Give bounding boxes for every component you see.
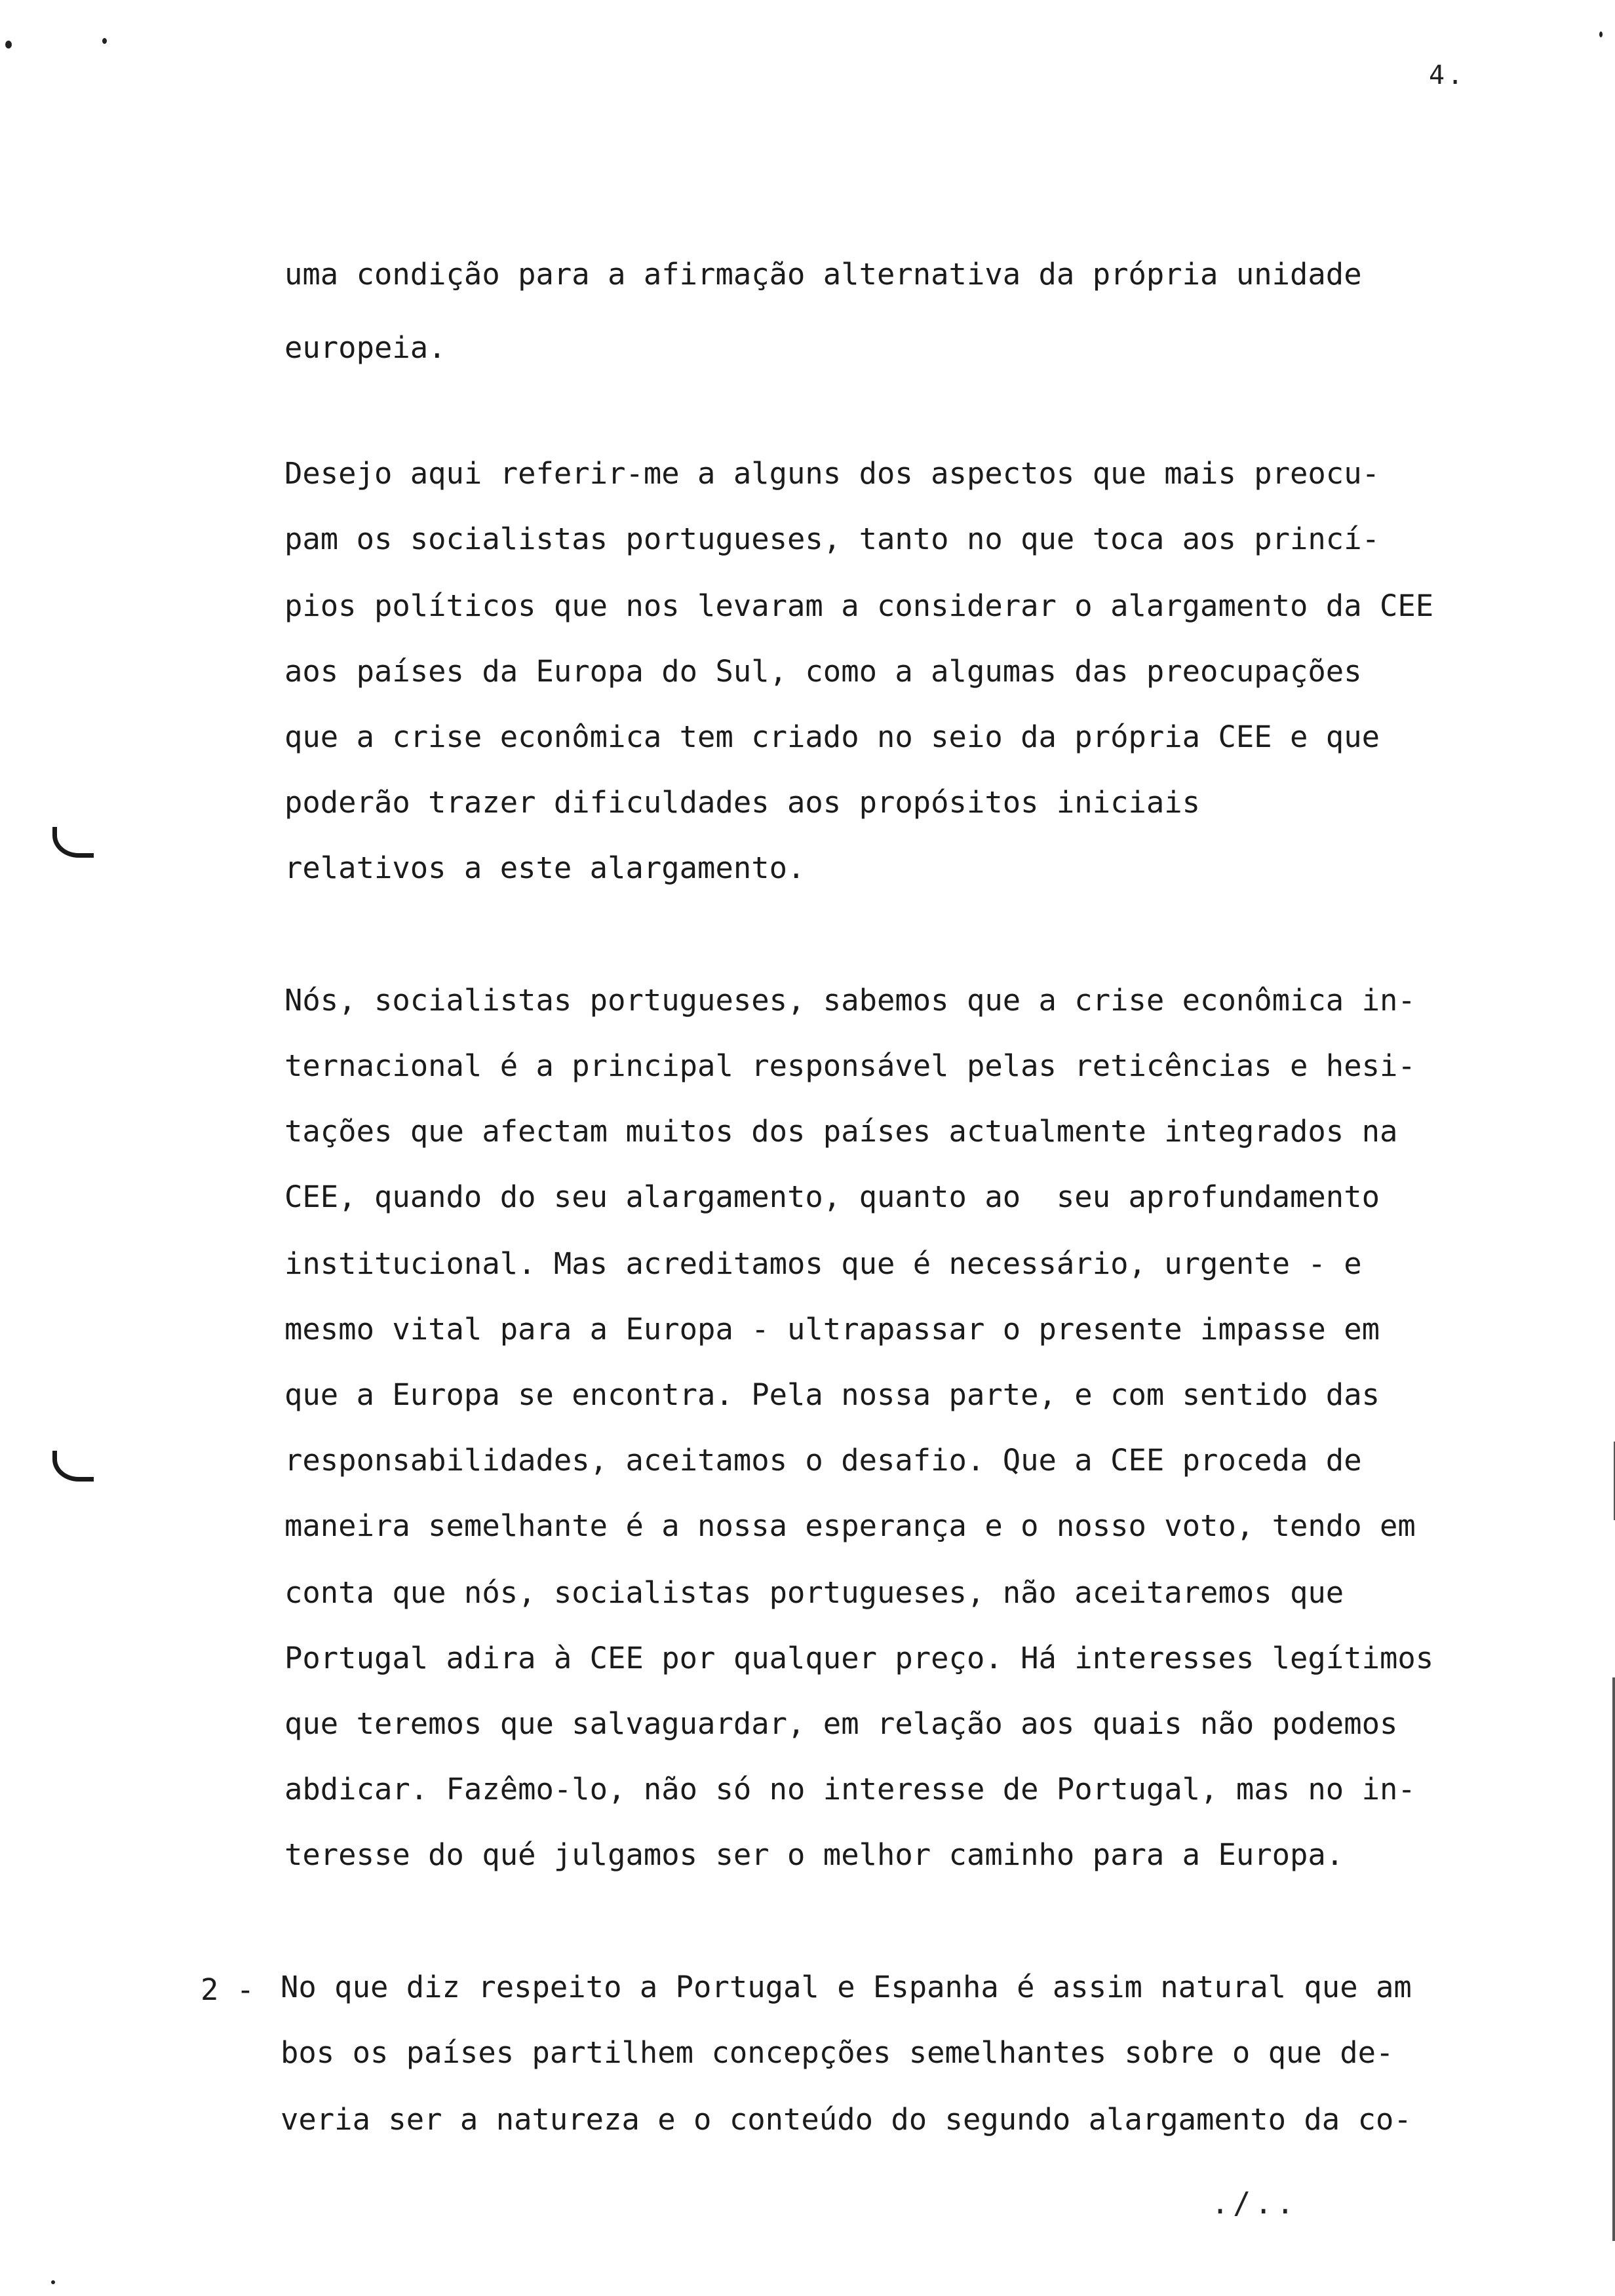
text-line: CEE, quando do seu alargamento, quanto ao seu aprofundamento (284, 1179, 1380, 1214)
scan-speck (1599, 31, 1603, 37)
text-line: aos países da Europa do Sul, como a algumas das preocupações (284, 654, 1362, 689)
text-line: bos os países partilhem concepções semelhantes sobre o que de- (281, 2035, 1394, 2070)
scan-speck (51, 2280, 55, 2284)
punch-hole-mark (52, 1451, 94, 1482)
text-line: abdicar. Fazêmo-lo, não só no interesse de Portugal, mas no in- (284, 1772, 1416, 1807)
text-line: tações que afectam muitos dos países actualmente integrados na (284, 1114, 1398, 1149)
text-line: poderão trazer dificuldades aos propósitos iniciais (284, 785, 1201, 820)
text-line: europeia. (284, 330, 446, 365)
text-line: que teremos que salvaguardar, em relação aos quais não podemos (284, 1706, 1398, 1741)
text-line: veria ser a natureza e o conteúdo do segundo alargamento da co- (281, 2102, 1412, 2137)
text-line: mesmo vital para a Europa - ultrapassar o presente impasse em (284, 1312, 1380, 1347)
text-line: ternacional é a principal responsável pelas reticências e hesi- (284, 1048, 1416, 1083)
punch-hole-mark (52, 827, 94, 858)
continuation-mark: ./.. (1211, 2186, 1298, 2221)
text-line: responsabilidades, aceitamos o desafio. Que a CEE proceda de (284, 1443, 1362, 1478)
scan-speck (5, 41, 12, 48)
text-line: que a crise econômica tem criado no seio da própria CEE e que (284, 719, 1380, 754)
text-line: Nós, socialistas portugueses, sabemos que a crise econômica in- (284, 983, 1416, 1018)
text-line: Desejo aqui referir-me a alguns dos aspectos que mais preocu- (284, 456, 1380, 491)
text-line: No que diz respeito a Portugal e Espanha é assim natural que am (281, 1970, 1412, 2004)
text-line: Portugal adira à CEE por qualquer preço. Há interesses legítimos (284, 1641, 1434, 1675)
text-line: teresse do qué julgamos ser o melhor caminho para a Europa. (284, 1837, 1344, 1872)
text-line: pam os socialistas portugueses, tanto no que toca aos princí- (284, 522, 1380, 556)
page-number: 4. (1429, 60, 1466, 90)
list-item-number: 2 - (201, 1972, 255, 2007)
text-line: uma condição para a afirmação alternativa da própria unidade (284, 257, 1362, 292)
text-line: que a Europa se encontra. Pela nossa parte, e com sentido das (284, 1377, 1380, 1412)
scan-speck (102, 38, 107, 44)
text-line: maneira semelhante é a nossa esperança e o nosso voto, tendo em (284, 1508, 1416, 1543)
scan-edge-line (1612, 1677, 1615, 2241)
text-line: institucional. Mas acreditamos que é necessário, urgente - e (284, 1246, 1362, 1281)
text-line: conta que nós, socialistas portugueses, não aceitaremos que (284, 1575, 1344, 1610)
text-line: relativos a este alargamento. (284, 851, 806, 885)
text-line: pios políticos que nos levaram a considerar o alargamento da CEE (284, 588, 1434, 623)
